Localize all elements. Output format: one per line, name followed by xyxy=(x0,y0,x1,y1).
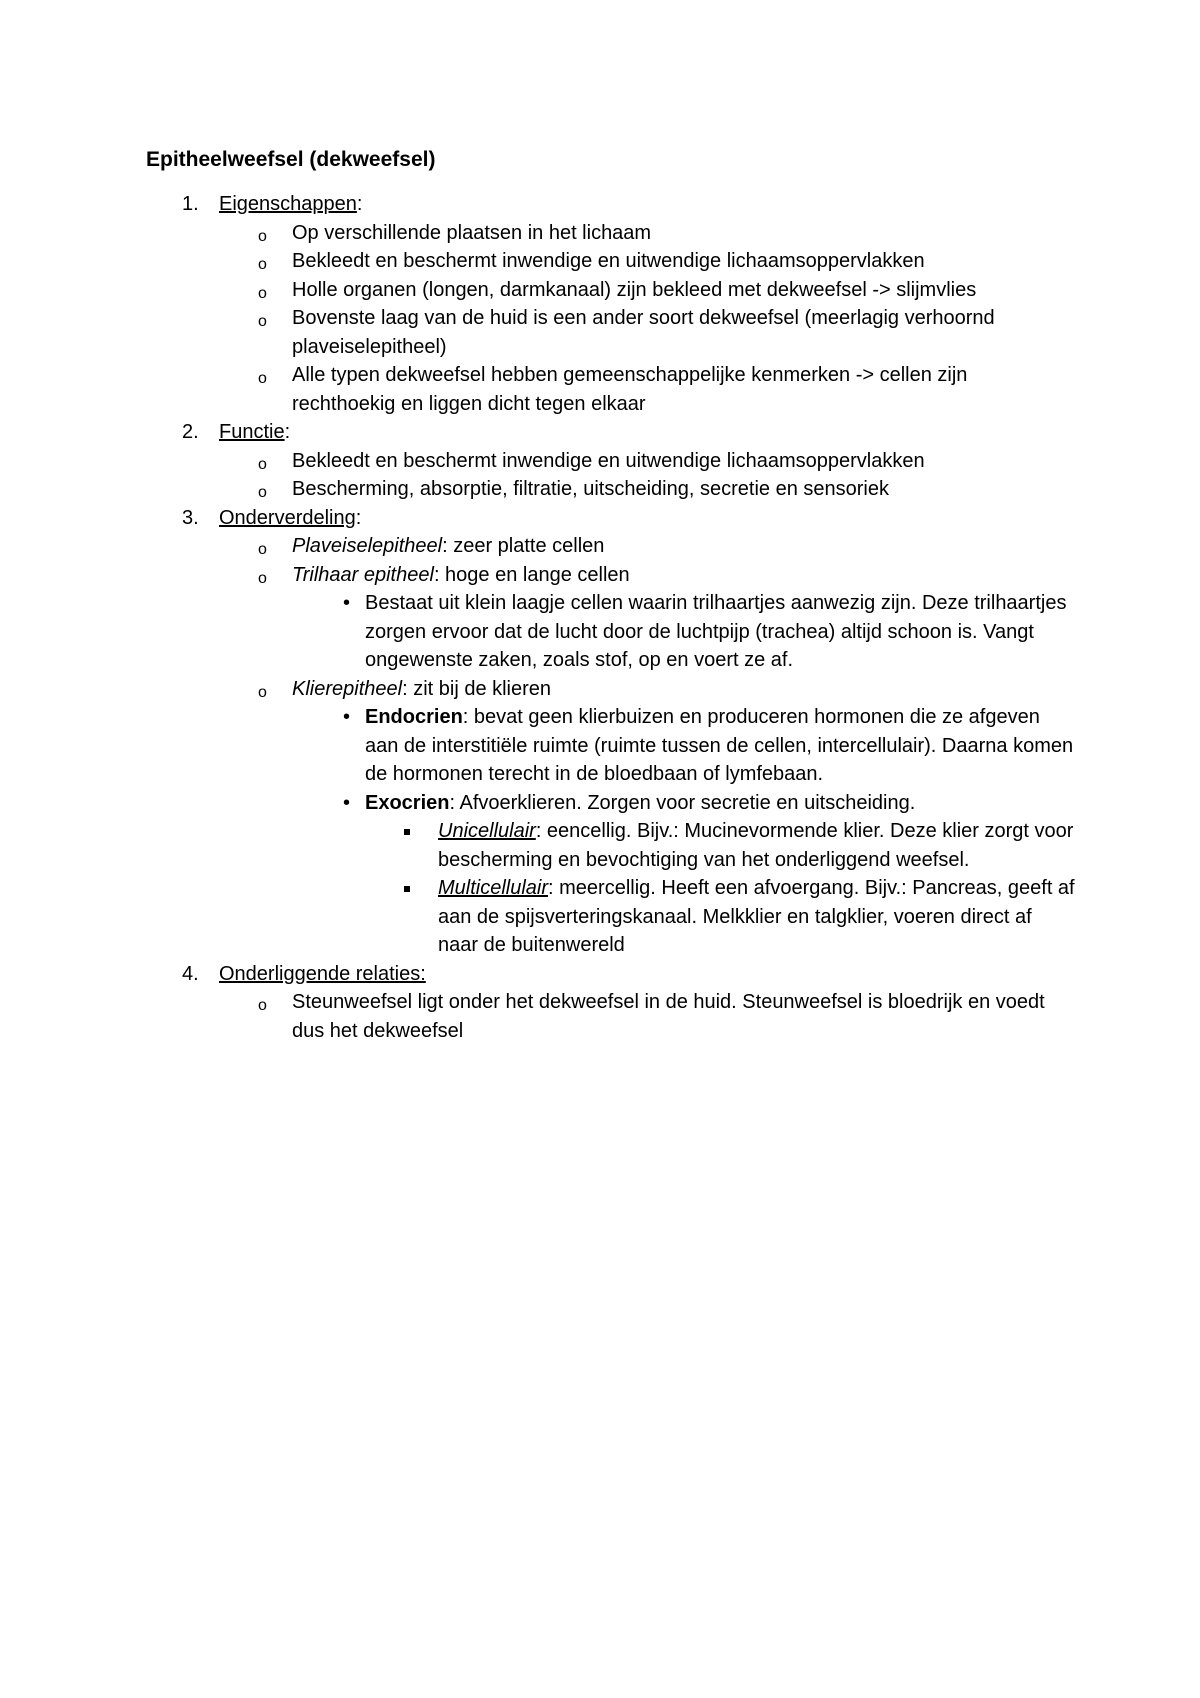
term-trilhaar-epitheel: Trilhaar epitheel xyxy=(292,563,434,586)
circle-bullet-icon: o xyxy=(258,370,267,387)
term-plaveiselepitheel: Plaveiselepitheel xyxy=(292,535,443,557)
term-klierepitheel: Klierepitheel xyxy=(292,677,403,700)
document-content xyxy=(146,190,1076,1045)
list-item: o Bekleedt en beschermt inwendige en uitwendige lichaamsoppervlakken xyxy=(146,447,1076,476)
dot-bullet-icon: • xyxy=(343,592,351,614)
list-number: 3. xyxy=(182,506,199,529)
term-unicellulair: Unicellulair xyxy=(438,820,536,842)
list-item: o Steunweefsel ligt onder het dekweefsel in de huid. Steunweefsel is bloedrijk en voedt dus het dekweefsel xyxy=(258,991,1045,1042)
section-heading: Eigenschappen xyxy=(219,193,357,215)
list-item: o Holle organen (longen, darmkanaal) zijn bekleed met dekweefsel -> slijmvlies xyxy=(146,276,1076,305)
circle-bullet-icon: o xyxy=(258,683,267,701)
term-multicellulair: Multicellulair xyxy=(438,877,549,899)
dot-bullet-icon: • xyxy=(343,791,351,814)
list-item: o Bekleedt en beschermt inwendige en uitwendige lichaamsoppervlakken xyxy=(146,247,1076,276)
circle-bullet-icon: o xyxy=(258,997,267,1014)
list-item: • Endocrien: bevat geen klierbuizen en produceren hormonen die ze afgeven aan de interstitiële ruimte (ruimte tussen de cellen, intercellulair). Daarna komen de hormonen terecht in de bloedbaan of lymfebaan. xyxy=(146,703,1076,789)
section-heading: Onderliggende relaties: xyxy=(219,962,426,985)
circle-bullet-icon: o xyxy=(258,227,267,245)
square-bullet-icon xyxy=(404,829,410,835)
page-title: Epitheelweefsel (dekweefsel) xyxy=(146,148,436,171)
section-functie: 2. Functie: xyxy=(146,418,1076,447)
section-heading: Functie xyxy=(219,421,285,443)
section-eigenschappen: 1. Eigenschappen: xyxy=(146,190,1076,219)
list-item: o Bescherming, absorptie, filtratie, uitscheiding, secretie en sensoriek xyxy=(146,475,1076,504)
list-item: o Op verschillende plaatsen in het lichaam xyxy=(146,219,1076,248)
list-item: • Bestaat uit klein laagje cellen waarin trilhaartjes aanwezig zijn. Deze trilhaartjes zorgen ervoor dat de lucht door de luchtpijp (trachea) altijd schoon is. Vangt ongewenste zaken, zoals stof, op en voert ze af. xyxy=(146,589,1076,675)
square-bullet-icon xyxy=(404,886,410,892)
list-item: o Plaveiselepitheel: zeer platte cellen xyxy=(146,532,1076,561)
list-number: 4. xyxy=(182,962,199,985)
list-item: Unicellulair: eencellig. Bijv.: Mucinevormende klier. Deze klier zorgt voor bescherming en bevochtiging van het onderliggend weefsel. xyxy=(146,817,1076,874)
section-onderverdeling: 3. Onderverdeling: xyxy=(146,504,1076,533)
circle-bullet-icon: o xyxy=(258,284,267,302)
list-item: • Exocrien: Afvoerklieren. Zorgen voor secretie en uitscheiding. xyxy=(146,789,1076,818)
circle-bullet-icon: o xyxy=(258,569,267,587)
section-heading: Onderverdeling xyxy=(219,506,356,529)
term-exocrien: Exocrien xyxy=(365,791,450,814)
list-item: o Klierepitheel: zit bij de klieren xyxy=(146,675,1076,704)
circle-bullet-icon: o xyxy=(258,484,267,501)
circle-bullet-icon: o xyxy=(258,313,267,330)
circle-bullet-icon: o xyxy=(258,541,267,558)
dot-bullet-icon: • xyxy=(343,706,351,728)
list-item: o Alle typen dekweefsel hebben gemeenschappelijke kenmerken -> cellen zijn rechthoekig en liggen dicht tegen elkaar xyxy=(258,364,968,415)
term-endocrien: Endocrien xyxy=(365,706,463,728)
circle-bullet-icon: o xyxy=(258,256,267,273)
section-onderliggende-relaties xyxy=(146,960,1076,989)
list-item: o Bovenste laag van de huid is een ander soort dekweefsel (meerlagig verhoornd plaveiselepitheel) xyxy=(258,307,995,358)
list-item: o Trilhaar epitheel: hoge en lange cellen xyxy=(146,561,1076,590)
list-number: 1. xyxy=(182,193,199,215)
list-number: 2. xyxy=(182,421,199,443)
list-item: Multicellulair: meercellig. Heeft een afvoergang. Bijv.: Pancreas, geeft af aan de spijsverteringskanaal. Melkklier en talgklier, voeren direct af naar de buitenwereld xyxy=(146,874,1076,960)
circle-bullet-icon: o xyxy=(258,455,267,473)
